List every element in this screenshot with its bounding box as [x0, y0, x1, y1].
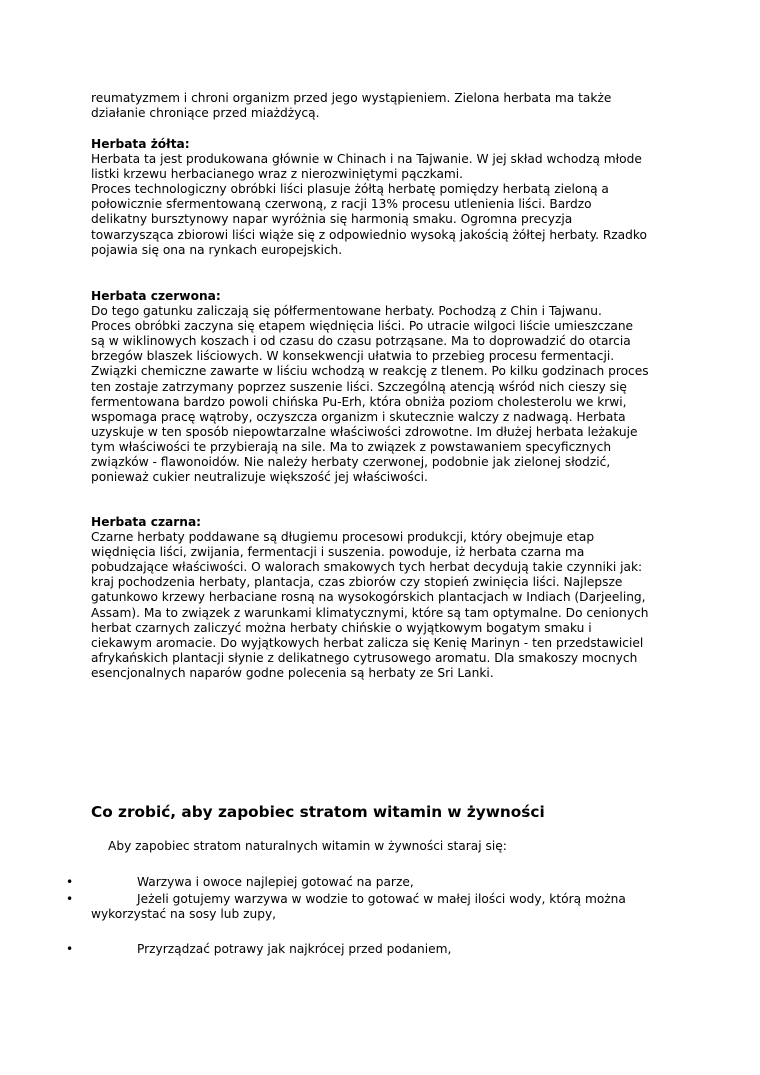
intro-paragraph [91, 91, 691, 121]
text-line: gatunkowo krzewy herbaciane rosną na wysokogórskich plantacjach w Indiach (Darjeeling, [91, 590, 646, 605]
text-line: brzegów blaszek liściowych. W konsekwencji ułatwia to przebieg procesu fermentacji. [91, 349, 615, 364]
text-line: uzyskuje w ten sposób niepowtarzalne właściwości zdrowotne. Im dłużej herbata leżakuje [91, 424, 638, 439]
text-line: reumatyzmem i chroni organizm przed jego wystąpieniem. Zielona herbata ma także [91, 91, 612, 105]
text-line: związków - flawonoidów. Nie należy herbaty czerwonej, podobnie jak zielonej słodzić, [91, 455, 611, 470]
text-line: Herbata ta jest produkowana głównie w Chinach i na Tajwanie. W jej skład wchodzą młode [91, 152, 642, 167]
bullet-icon: • [66, 875, 74, 889]
text-line: połowicznie sfermentowaną czerwoną, z racji 13% procesu utlenienia liści. Bardzo [91, 197, 592, 212]
text-line: towarzysząca zbiorowi liści wiąże się z odpowiednio wysoką jakością żółtej herbaty. Rzadko [91, 227, 647, 242]
text-line: kraj pochodzenia herbaty, plantacja, czas zbiorów czy stopień zwinięcia liści. Najlepsze [91, 575, 623, 590]
bullet-icon: • [66, 892, 74, 906]
text-line: pobudzające właściwości. O walorach smakowych tych herbat decydują takie czynniki jak: [91, 560, 643, 575]
list-item-continuation: wykorzystać na sosy lub zupy, [91, 907, 277, 921]
list-item: Jeżeli gotujemy warzywa w wodzie to gotować w małej ilości wody, którą można [137, 892, 626, 906]
text-line: ten zostaje zatrzymany poprzez suszenie liści. Szczególną atencją wśród nich cieszy się [91, 379, 627, 394]
text-line: listki krzewu herbacianego wraz z nierozwiniętymi pączkami. [91, 167, 464, 182]
text-line: pojawia się ona na rynkach europejskich. [91, 242, 343, 257]
bullet-icon: • [66, 942, 74, 956]
section-yellow-tea [91, 137, 691, 258]
text-line: wspomaga pracę wątroby, oczyszcza organizm i skutecznie walczy z nadwagą. Herbata [91, 409, 626, 424]
text-line: ponieważ cukier neutralizuje większość jej właściwości. [91, 470, 428, 485]
section-black-tea [91, 515, 691, 681]
text-line: Proces obróbki zaczyna się etapem więdnięcia liści. Po utracie wilgoci liście umieszczane [91, 319, 634, 334]
text-line: Czarne herbaty poddawane są długiemu procesowi produkcji, który obejmuje etap [91, 530, 595, 545]
text-line: Do tego gatunku zaliczają się półfermentowane herbaty. Pochodzą z Chin i Tajwanu. [91, 304, 602, 319]
text-line: więdnięcia liści, zwijania, fermentacji i suszenia. powoduje, iż herbata czarna ma [91, 545, 585, 560]
text-line: tym właściwości te przybierają na sile. Ma to związek z powstawaniem specyficznych [91, 439, 612, 454]
section-red-tea [91, 289, 691, 485]
section-title: Herbata czerwona: [91, 289, 221, 303]
text-line: działanie chroniące przed miażdżycą. [91, 106, 320, 121]
text-line: fermentowana bardzo powoli chińska Pu-Erh, która obniża poziom cholesterolu we krwi, [91, 394, 627, 409]
list-item: Przyrządzać potrawy jak najkrócej przed podaniem, [137, 942, 452, 956]
section-title: Herbata żółta: [91, 137, 190, 151]
text-line: Związki chemiczne zawarte w liściu wchodzą w reakcję z tlenem. Po kilku godzinach proces [91, 364, 649, 379]
text-line: są w wiklinowych koszach i od czasu do czasu potrząsane. Ma to doprowadzić do otarcia [91, 334, 631, 349]
section-title: Herbata czarna: [91, 515, 202, 529]
text-line: Proces technologiczny obróbki liści plasuje żółtą herbatę pomiędzy herbatą zieloną a [91, 182, 609, 197]
text-line: ciekawym aromacie. Do wyjątkowych herbat zalicza się Kenię Marinyn - ten przedstawiciel [91, 635, 644, 650]
vitamins-heading: Co zrobić, aby zapobiec stratom witamin w żywności [91, 803, 545, 821]
text-line: esencjonalnych naparów godne polecenia są herbaty ze Sri Lanki. [91, 665, 494, 680]
text-line: herbat czarnych zaliczyć można herbaty chińskie o wyjątkowym bogatym smaku i [91, 620, 592, 635]
text-line: afrykańskich plantacji słynie z delikatnego cytrusowego aromatu. Dla smakoszy mocnych [91, 650, 638, 665]
list-item: Warzywa i owoce najlepiej gotować na parze, [137, 875, 414, 889]
text-line: Assam). Ma to związek z warunkami klimatycznymi, które są tam optymalne. Do cenionych [91, 605, 649, 620]
text-line: delikatny bursztynowy napar wyróżnia się harmonią smaku. Ogromna precyzja [91, 212, 573, 227]
vitamins-intro: Aby zapobiec stratom naturalnych witamin w żywności staraj się: [108, 839, 507, 853]
